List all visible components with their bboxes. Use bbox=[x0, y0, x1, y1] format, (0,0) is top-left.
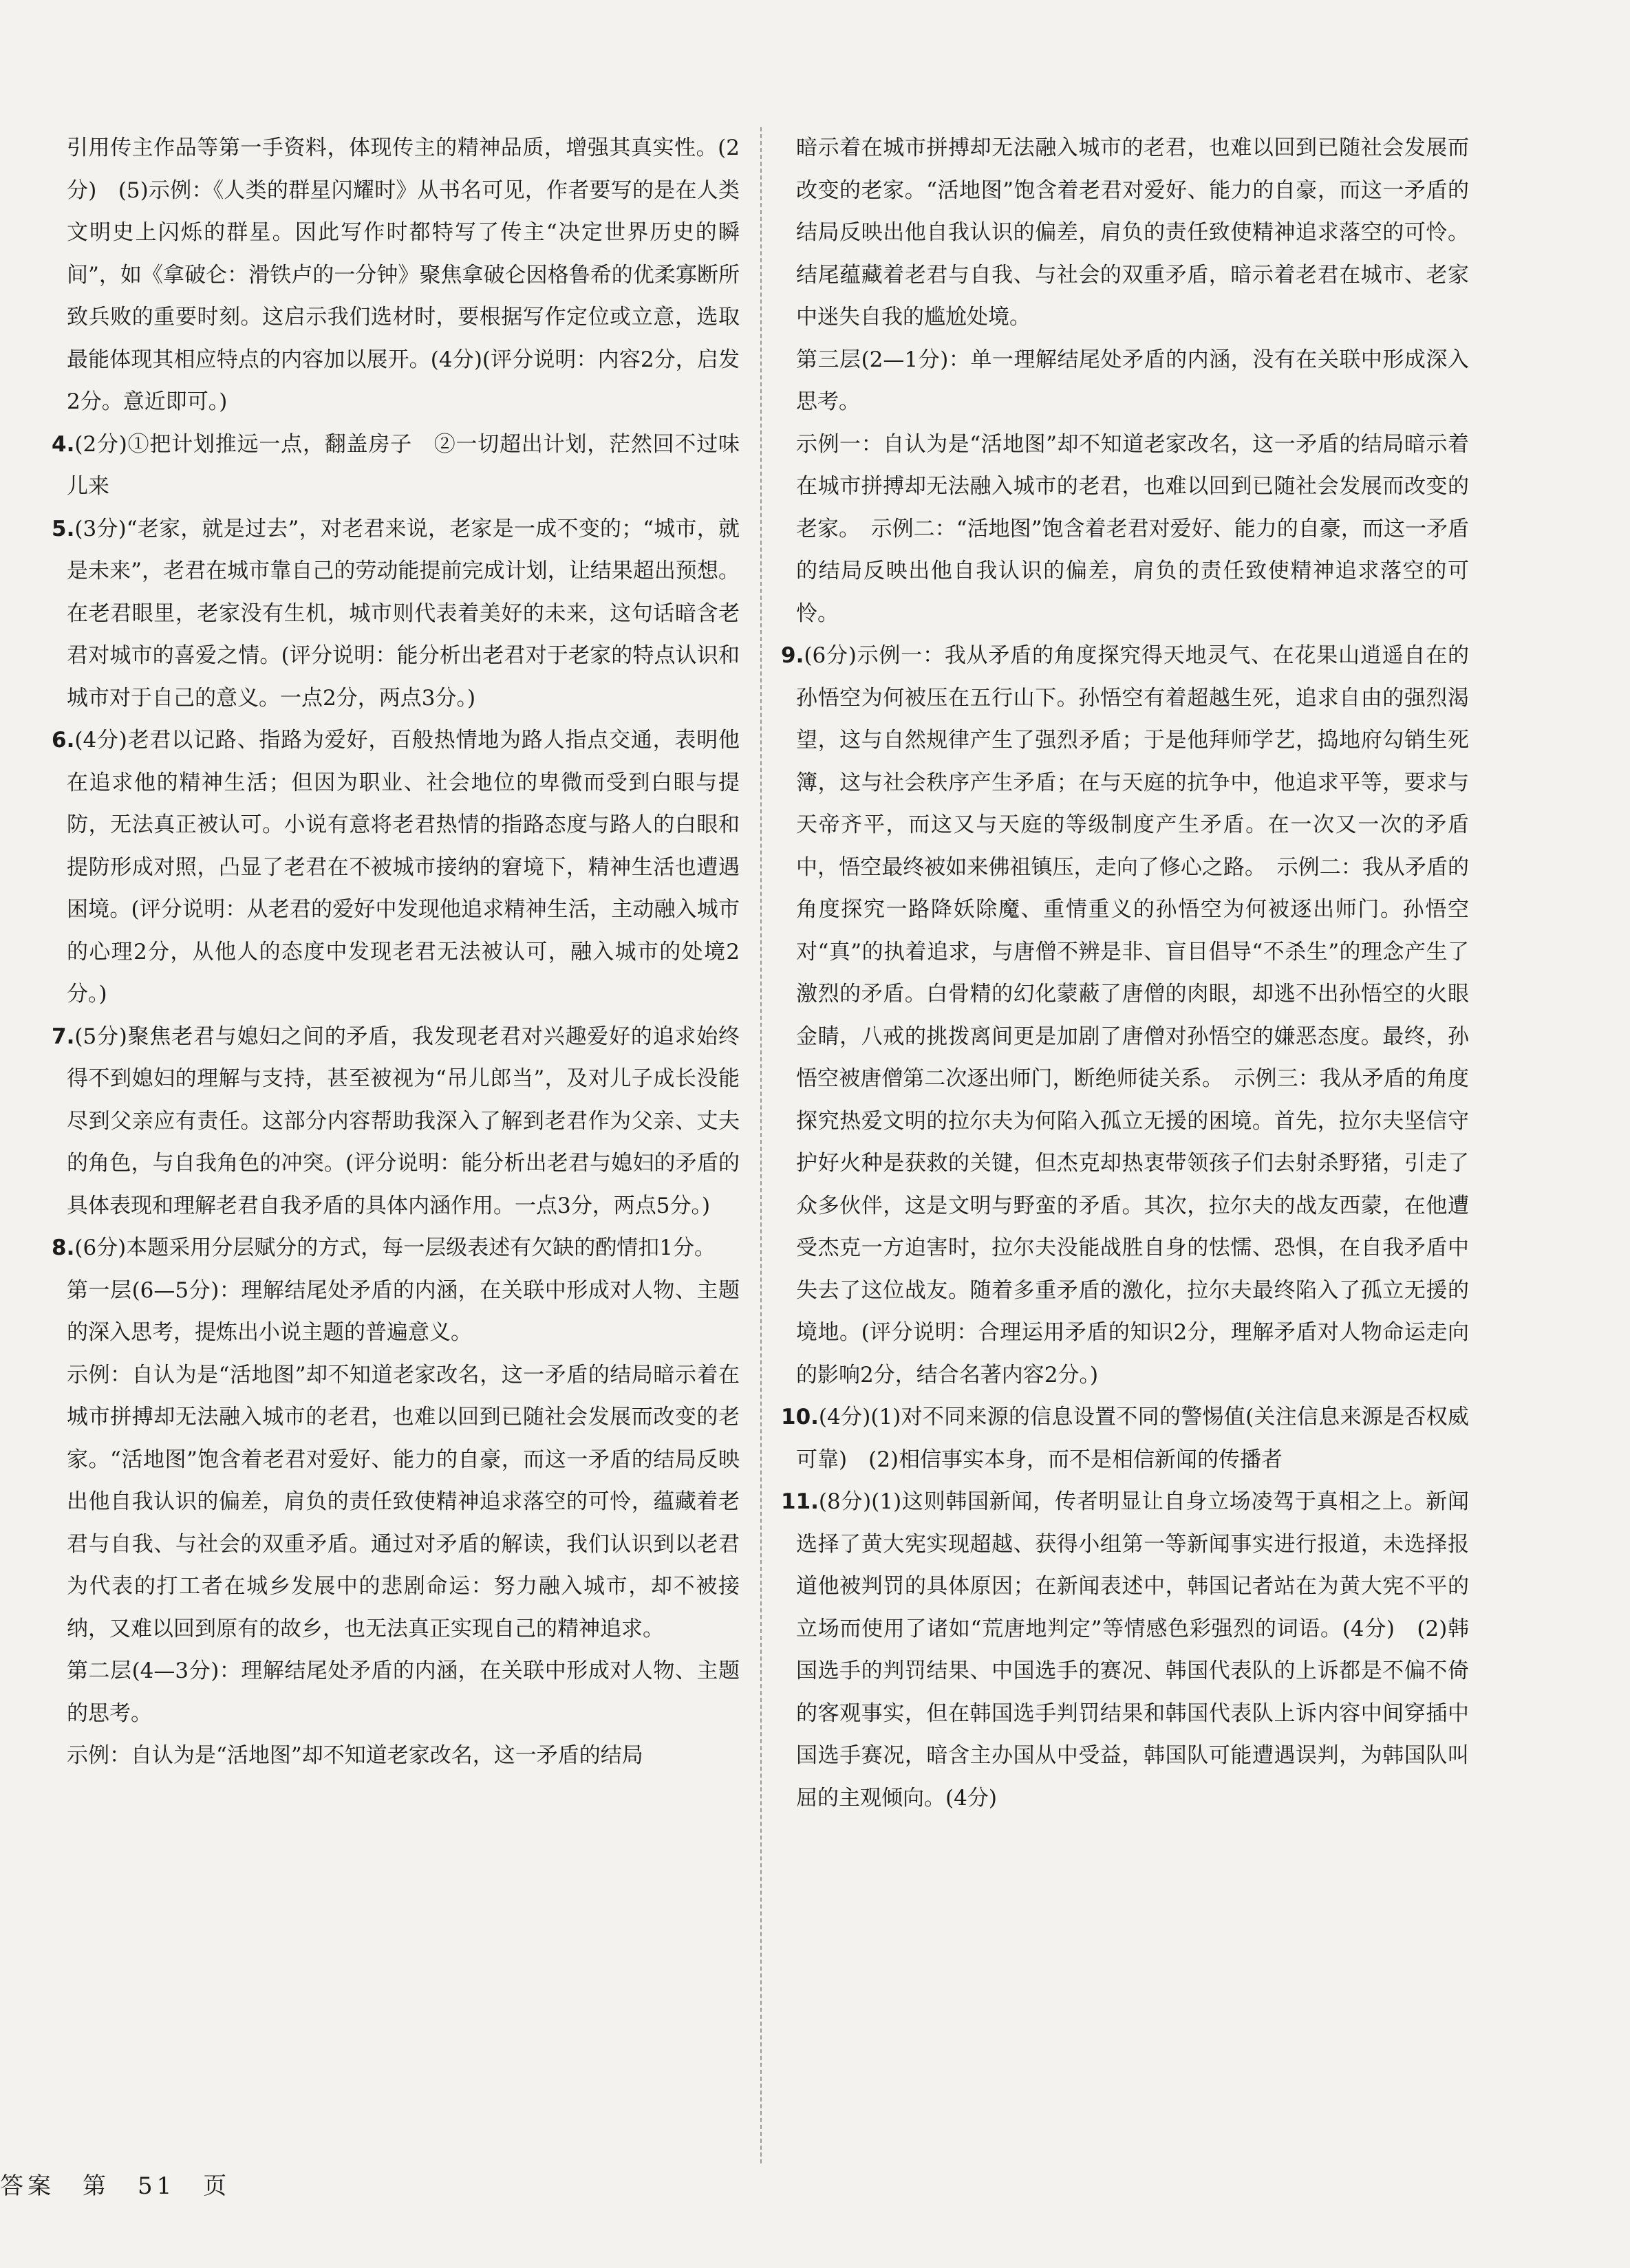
continued-answer: 引用传主作品等第一手资料，体现传主的精神品质，增强其真实性。(2分) (5)示例：《人类的群星闪耀时》从书名可见，作者要写的是在人类文明史上闪烁的群星。因此写作时都特写了传主“决定世界历史的瞬间”，如《拿破仑：滑铁卢的一分钟》聚焦拿破仑因格鲁希的优柔寡断所致兵败的重要时刻。这启示我们选材时，要根据写作定位或立意，选取最能体现其相应特点的内容加以展开。(4分)(评分说明：内容2分，启发2分。意近即可。) bbox=[67, 136, 740, 414]
page-footer: 答案 第 51 页 bbox=[0, 2172, 231, 2200]
item-number: 4. bbox=[52, 431, 75, 457]
item-text: (2分)①把计划推远一点，翻盖房子 ②一切超出计划，茫然回不过味儿来 bbox=[67, 431, 740, 499]
level-1-example: 示例：自认为是“活地图”却不知道老家改名，这一矛盾的结局暗示着在城市拼搏却无法融入城市的老君，也难以回到已随社会发展而改变的老家。“活地图”饱含着老君对爱好、能力的自豪，而这一矛盾的结局反映出他自我认识的偏差，肩负的责任致使精神追求落空的可怜，蕴藏着老君与自我、与社会的双重矛盾。通过对矛盾的解读，我们认识到以老君为代表的打工者在城乡发展中的悲剧命运：努力融入城市，却不被接纳，又难以回到原有的故乡，也无法真正实现自己的精神追求。 bbox=[67, 1362, 740, 1641]
item-number: 11. bbox=[781, 1489, 819, 1514]
item-text: (4分)(1)对不同来源的信息设置不同的警惕值(关注信息来源是否权威可靠) (2)相信事实本身，而不是相信新闻的传播者 bbox=[796, 1405, 1469, 1472]
answer-item-9 bbox=[781, 635, 1469, 1396]
left-column bbox=[52, 127, 740, 1778]
answer-item-5 bbox=[52, 508, 740, 720]
item-number: 6. bbox=[52, 728, 75, 753]
item-number: 9. bbox=[781, 643, 804, 668]
item-text: (5分)聚焦老君与媳妇之间的矛盾，我发现老君对兴趣爱好的追求始终得不到媳妇的理解与支持，甚至被视为“吊儿郎当”，及对儿子成长没能尽到父亲应有责任。这部分内容帮助我深入了解到老君作为父亲、丈夫的角色，与自我角色的冲突。(评分说明：能分析出老君与媳妇的矛盾的具体表现和理解老君自我矛盾的具体内涵作用。一点3分，两点5分。) bbox=[67, 1024, 740, 1218]
level-3-example: 示例一：自认为是“活地图”却不知道老家改名，这一矛盾的结局暗示着在城市拼搏却无法融入城市的老君，也难以回到已随社会发展而改变的老家。 示例二：“活地图”饱含着老君对爱好、能力的自豪，而这一矛盾的结局反映出他自我认识的偏差，肩负的责任致使精神追求落空的可怜。 bbox=[796, 431, 1469, 626]
item-number: 5. bbox=[52, 516, 75, 541]
level-2-criteria: 第二层(4—3分)：理解结尾处矛盾的内涵，在关联中形成对人物、主题的思考。 bbox=[67, 1659, 740, 1726]
item-text: (4分)老君以记路、指路为爱好，百般热情地为路人指点交通，表明他在追求他的精神生活；但因为职业、社会地位的卑微而受到白眼与提防，无法真正被认可。小说有意将老君热情的指路态度与路人的白眼和提防形成对照，凸显了老君在不被城市接纳的窘境下，精神生活也遭遇困境。(评分说明：从老君的爱好中发现他追求精神生活，主动融入城市的心理2分，从他人的态度中发现老君无法被认可，融入城市的处境2分。) bbox=[67, 728, 740, 1006]
level-2-example-end: 暗示着在城市拼搏却无法融入城市的老君，也难以回到已随社会发展而改变的老家。“活地图”饱含着老君对爱好、能力的自豪，而这一矛盾的结局反映出他自我认识的偏差，肩负的责任致使精神追求落空的可怜。结尾蕴藏着老君与自我、与社会的双重矛盾，暗示着老君在城市、老家中迷失自我的尴尬处境。 bbox=[796, 136, 1469, 330]
item-number: 10. bbox=[781, 1405, 819, 1429]
column-divider bbox=[760, 127, 762, 2163]
answer-item-6 bbox=[52, 720, 740, 1016]
right-column bbox=[781, 127, 1469, 1819]
answer-item-11 bbox=[781, 1481, 1469, 1819]
level-3-criteria: 第三层(2—1分)：单一理解结尾处矛盾的内涵，没有在关联中形成深入思考。 bbox=[796, 347, 1469, 414]
answer-item-4 bbox=[52, 424, 740, 508]
item-text: (8分)(1)这则韩国新闻，传者明显让自身立场凌驾于真相之上。新闻选择了黄大宪实现超越、获得小组第一等新闻事实进行报道，未选择报道他被判罚的具体原因；在新闻表述中，韩国记者站在为黄大宪不平的立场而使用了诸如“荒唐地判定”等情感色彩强烈的词语。(4分) (2)韩国选手的判罚结果、中国选手的赛况、韩国代表队的上诉都是不偏不倚的客观事实，但在韩国选手判罚结果和韩国代表队上诉内容中间穿插中国选手赛况，暗含主办国从中受益，韩国队可能遭遇误判，为韩国队叫屈的主观倾向。(4分) bbox=[796, 1489, 1469, 1811]
item-text: (6分)示例一：我从矛盾的角度探究得天地灵气、在花果山逍遥自在的孙悟空为何被压在五行山下。孙悟空有着超越生死，追求自由的强烈渴望，这与自然规律产生了强烈矛盾；于是他拜师学艺，捣地府勾销生死簿，这与社会秩序产生矛盾；在与天庭的抗争中，他追求平等，要求与天帝齐平，而这又与天庭的等级制度产生矛盾。在一次又一次的矛盾中，悟空最终被如来佛祖镇压，走向了修心之路。 示例二：我从矛盾的角度探究一路降妖除魔、重情重义的孙悟空为何被逐出师门。孙悟空对“真”的执着追求，与唐僧不辨是非、盲目倡导“不杀生”的理念产生了激烈的矛盾。白骨精的幻化蒙蔽了唐僧的肉眼，却逃不出孙悟空的火眼金睛，八戒的挑拨离间更是加剧了唐僧对孙悟空的嫌恶态度。最终，孙悟空被唐僧第二次逐出师门，断绝师徒关系。 示例三：我从矛盾的角度探究热爱文明的拉尔夫为何陷入孤立无援的困境。首先，拉尔夫坚信守护好火种是获救的关键，但杰克却热衷带领孩子们去射杀野猪，引走了众多伙伴，这是文明与野蛮的矛盾。其次，拉尔夫的战友西蒙，在他遭受杰克一方迫害时，拉尔夫没能战胜自身的怯懦、恐惧，在自我矛盾中失去了这位战友。随着多重矛盾的激化，拉尔夫最终陷入了孤立无援的境地。(评分说明：合理运用矛盾的知识2分，理解矛盾对人物命运走向的影响2分，结合名著内容2分。) bbox=[796, 643, 1469, 1387]
item-text: (3分)“老家，就是过去”，对老君来说，老家是一成不变的；“城市，就是未来”，老君在城市靠自己的劳动能提前完成计划，让结果超出预想。在老君眼里，老家没有生机，城市则代表着美好的未来，这句话暗含老君对城市的喜爱之情。(评分说明：能分析出老君对于老家的特点认识和城市对于自己的意义。一点2分，两点3分。) bbox=[67, 516, 740, 711]
level-2-example-start: 示例：自认为是“活地图”却不知道老家改名，这一矛盾的结局 bbox=[67, 1743, 643, 1768]
item-number: 8. bbox=[52, 1235, 75, 1260]
item-number: 7. bbox=[52, 1024, 75, 1049]
answer-item-8 bbox=[52, 1227, 740, 1270]
answer-item-7 bbox=[52, 1016, 740, 1228]
item-text: (6分)本题采用分层赋分的方式，每一层级表述有欠缺的酌情扣1分。 bbox=[74, 1235, 716, 1260]
level-1-criteria: 第一层(6—5分)：理解结尾处矛盾的内涵，在关联中形成对人物、主题的深入思考，提炼出小说主题的普遍意义。 bbox=[67, 1277, 740, 1345]
answer-item-10 bbox=[781, 1396, 1469, 1481]
